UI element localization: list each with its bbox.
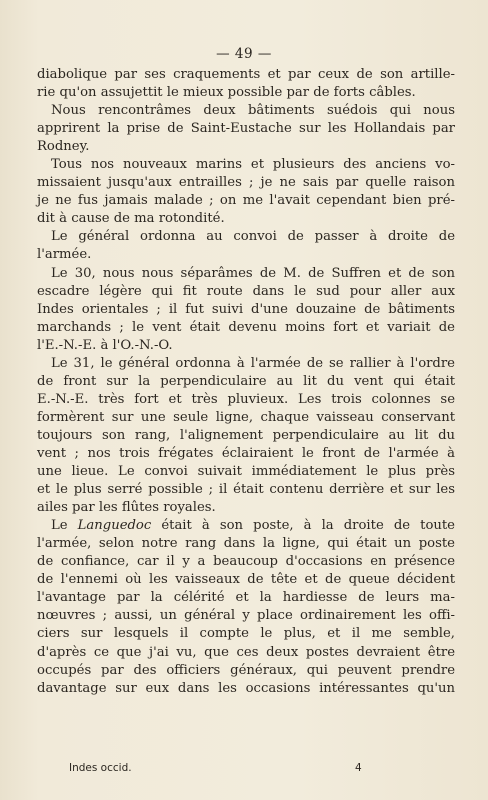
text-line: l'armée, selon notre rang dans la ligne, qui était un poste <box>37 536 455 552</box>
text-line: Le général ordonna au convoi de passer à droite de <box>51 229 455 245</box>
text-line: Le Languedoc était à son poste, à la droite de toute <box>51 518 455 534</box>
text-line: une lieue. Le convoi suivait immédiatement le plus près <box>37 464 455 480</box>
text-line: de l'ennemi où les vaisseaux de tête et de queue décident <box>37 572 455 588</box>
text-line: Indes orientales ; il fut suivi d'une douzaine de bâtiments <box>37 301 455 317</box>
text-line: de confiance, car il y a beaucoup d'occasions en présence <box>37 554 455 570</box>
text-line: et le plus serré possible ; il était contenu derrière et sur les <box>37 482 455 498</box>
text-line: dit à cause de ma rotondité. <box>37 211 225 227</box>
page-number: — 49 — <box>216 46 272 62</box>
text-line: formèrent sur une seule ligne, chaque vaisseau conservant <box>37 409 455 425</box>
text-line: ailes par les flûtes royales. <box>37 500 216 516</box>
paragraph <box>37 102 455 156</box>
ship-name: Languedoc <box>77 518 152 534</box>
paragraph <box>37 228 455 264</box>
text-line: marchands ; le vent était devenu moins fort et variait de <box>37 319 455 335</box>
text-line: toujours son rang, l'alignement perpendiculaire au lit du <box>37 427 455 443</box>
text-line: Tous nos nouveaux marins et plusieurs des anciens vo- <box>51 157 455 173</box>
text-line: diabolique par ses craquements et par ceux de son artille- <box>37 67 455 82</box>
text-line: ciers sur lesquels il compte le plus, et il me semble, <box>37 626 455 642</box>
text-line: de front sur la perpendiculaire au lit du vent qui était <box>37 373 455 389</box>
text-line: apprirent la prise de Saint-Eustache sur les Hollandais par <box>37 121 455 137</box>
text-line: rie qu'on assujettit le mieux possible par de forts câbles. <box>37 85 416 101</box>
text-line: missaient jusqu'aux entrailles ; je ne sais par quelle raison <box>37 175 455 191</box>
text-line: occupés par des officiers généraux, qui peuvent prendre <box>37 662 455 678</box>
text-line: escadre légère qui fit route dans le sud pour aller aux <box>37 283 455 299</box>
paragraph <box>37 517 455 697</box>
text-line: l'E.-N.-E. à l'O.-N.-O. <box>37 337 173 353</box>
paragraph <box>37 355 455 517</box>
text-line: nœuvres ; aussi, un général y place ordinairement les offi- <box>37 608 455 624</box>
text-line: l'avantage par la célérité et la hardiesse de leurs ma- <box>37 590 455 606</box>
text-line: Rodney. <box>37 139 90 155</box>
text-line: je ne fus jamais malade ; on me l'avait cependant bien pré- <box>37 193 455 209</box>
text-line: l'armée. <box>37 247 92 263</box>
paragraph <box>37 156 455 228</box>
text-line: Le 30, nous nous séparâmes de M. de Suffren et de son <box>51 265 455 281</box>
text-line: Nous rencontrâmes deux bâtiments suédois qui nous <box>51 103 455 119</box>
text-line: E.-N.-E. très fort et très pluvieux. Les trois colonnes se <box>37 391 455 407</box>
signature-mark-left: Indes occid. <box>69 762 132 774</box>
text-line: d'après ce que j'ai vu, que ces deux postes devraient être <box>37 644 455 660</box>
text-line: vent ; nos trois frégates éclairaient le front de l'armée à <box>37 445 455 461</box>
paragraph <box>37 265 455 355</box>
paragraph <box>37 66 455 102</box>
text-line: davantage sur eux dans les occasions intéressantes qu'un <box>37 680 455 696</box>
text-line: Le 31, le général ordonna à l'armée de se rallier à l'ordre <box>51 355 455 371</box>
body-text <box>37 66 455 698</box>
signature-mark-right: 4 <box>355 762 362 774</box>
